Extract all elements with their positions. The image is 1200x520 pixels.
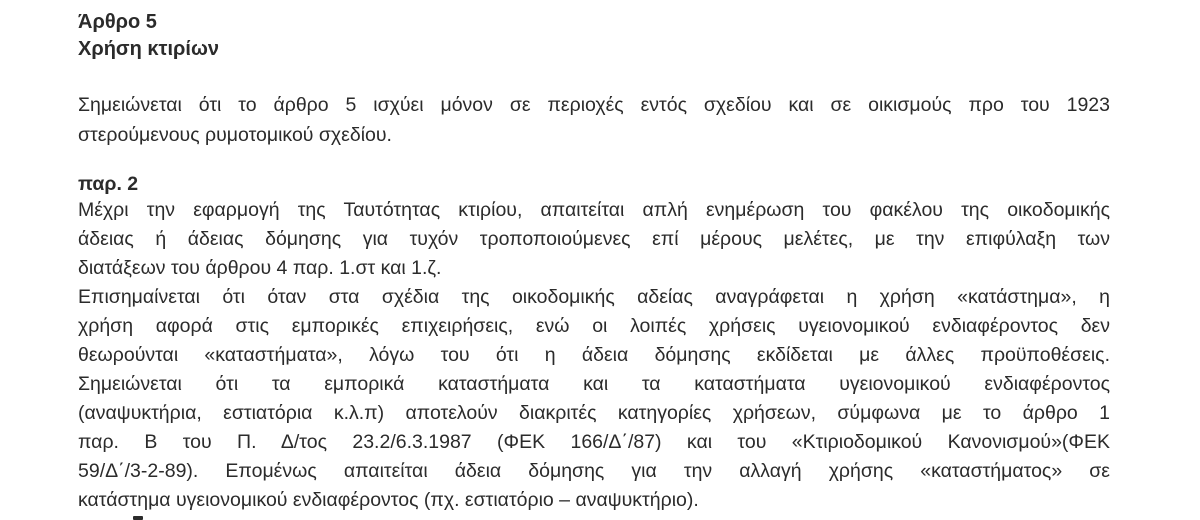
- article-subtitle: Χρήση κτιρίων: [78, 38, 219, 60]
- par2-line: (αναψυκτήρια, εστιατόρια κ.λ.π) αποτελούν διακριτές κατηγορίες χρήσεων, σύμφωνα με το άρθρο 1: [78, 402, 1110, 424]
- intro-line: στερούμενους ρυμοτομικού σχεδίου.: [78, 123, 392, 146]
- par2-line: Σημειώνεται ότι τα εμπορικά καταστήματα και τα καταστήματα υγειονομικού ενδιαφέροντος: [78, 373, 1110, 395]
- par2-line: χρήση αφορά στις εμπορικές επιχειρήσεις, ενώ οι λοιπές χρήσεις υγειονομικού ενδιαφέροντος δεν: [78, 315, 1110, 337]
- intro-paragraph: [78, 91, 1110, 150]
- par2-line: Επισημαίνεται ότι όταν στα σχέδια της οικοδομικής αδείας αναγράφεται η χρήση «κατάστημα», η: [78, 286, 1110, 308]
- par2-line: θεωρούνται «καταστήματα», λόγω του ότι η άδεια δόμησης εκδίδεται με άλλες προϋποθέσεις.: [78, 344, 1110, 366]
- par2-line: διατάξεων του άρθρου 4 παρ. 1.στ και 1.ζ.: [78, 257, 442, 279]
- article-title: Άρθρο 5: [78, 11, 157, 33]
- par2-line: 59/Δ΄/3-2-89). Επομένως απαιτείται άδεια δόμησης για την αλλαγή χρήσης «καταστήματος» σε: [78, 460, 1110, 482]
- intro-line: Σημειώνεται ότι το άρθρο 5 ισχύει μόνον σε περιοχές εντός σχεδίου και σε οικισμούς προ του 1923: [78, 94, 1110, 116]
- par2-paragraph: [78, 196, 1110, 515]
- par2-heading: παρ. 2: [78, 173, 139, 195]
- article-title-block: [78, 9, 1110, 63]
- par2-line: άδειας ή άδειας δόμησης για τυχόν τροποποιούμενες επί μέρους μελέτες, με την επιφύλαξη των: [78, 228, 1110, 250]
- par2-line: παρ. Β του Π. Δ/τος 23.2/6.3.1987 (ΦΕΚ 166/Δ΄/87) και του «Κτιριοδομικού Κανονισμού»(ΦΕΚ: [78, 431, 1110, 453]
- par2-line: Μέχρι την εφαρμογή της Ταυτότητας κτιρίου, απαιτείται απλή ενημέρωση του φακέλου της οικοδομικής: [78, 199, 1110, 221]
- cutoff-next-line-fragment: [133, 516, 143, 520]
- par2-line: κατάστημα υγειονομικού ενδιαφέροντος (πχ. εστιατόριο – αναψυκτήριο).: [78, 489, 699, 511]
